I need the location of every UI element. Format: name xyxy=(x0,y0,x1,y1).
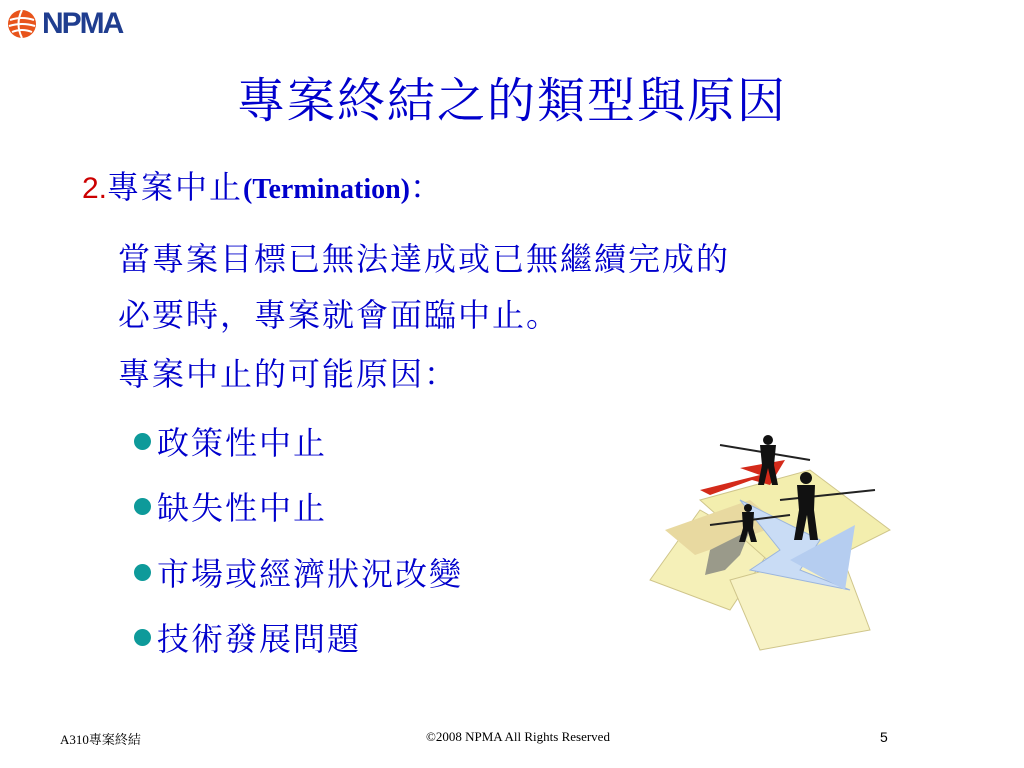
tightrope-walkers-clipart xyxy=(640,430,900,660)
logo-text: NPMA xyxy=(42,7,123,40)
section-heading xyxy=(82,162,444,208)
paragraph-line-1: 當專案目標已無法達成或已無繼續完成的 xyxy=(118,240,731,278)
bullet-dot-icon xyxy=(134,498,151,515)
npma-logo xyxy=(6,6,140,42)
page-number: 5 xyxy=(880,729,888,745)
section-number: 2. xyxy=(82,172,108,205)
paragraph-line-2: 必要時，專案就會面臨中止。 xyxy=(118,296,561,334)
reason-text: 缺失性中止 xyxy=(157,489,328,527)
footer-copyright: ©2008 NPMA All Rights Reserved xyxy=(426,729,610,744)
reason-text: 市場或經濟狀況改變 xyxy=(157,555,464,593)
reason-text: 政策性中止 xyxy=(157,424,328,462)
reason-item-3 xyxy=(134,549,463,595)
section-heading-latin: (Termination) xyxy=(243,174,411,205)
reason-item-2 xyxy=(134,483,327,529)
bullet-dot-icon xyxy=(134,629,151,646)
footer-course: A310專案終結 xyxy=(60,732,141,747)
slide-title: 專案終結之的類型與原因 xyxy=(236,73,787,129)
section-heading-cjk: 專案中止 xyxy=(107,168,244,206)
reasons-heading: 專案中止的可能原因： xyxy=(118,355,459,393)
reason-item-4 xyxy=(134,614,361,660)
bullet-dot-icon xyxy=(134,433,151,450)
globe-logo-icon xyxy=(6,8,38,40)
section-heading-colon: ： xyxy=(410,168,445,206)
bullet-dot-icon xyxy=(134,564,151,581)
reason-text: 技術發展問題 xyxy=(157,620,362,658)
reason-item-1 xyxy=(134,418,327,464)
